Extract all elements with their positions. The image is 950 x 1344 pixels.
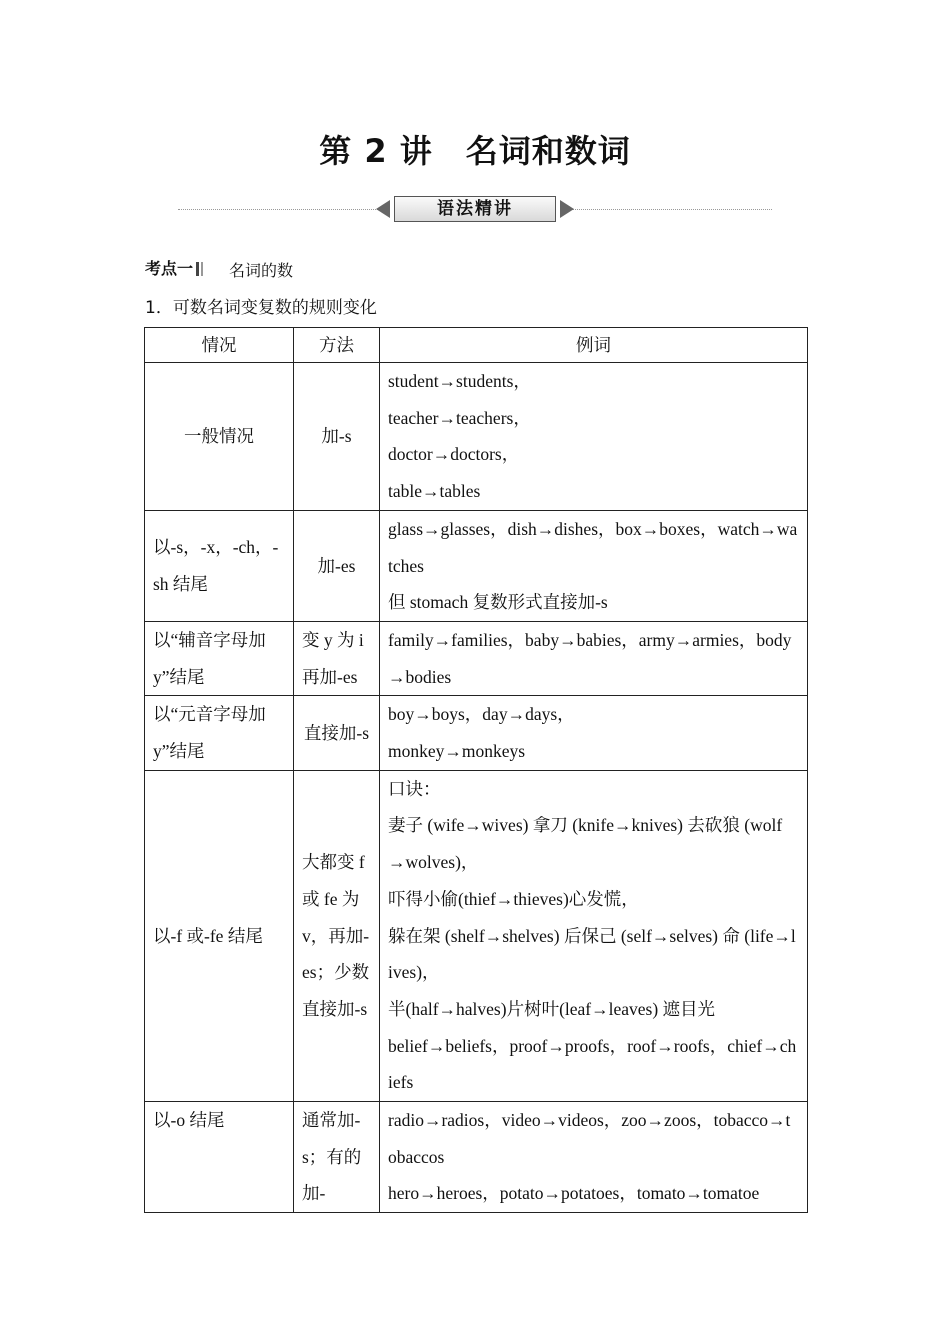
example-line: hero→heroes，potato→potatoes，tomato→tomatoe	[388, 1183, 760, 1204]
row-situation: 以-s，-x，-ch，-sh 结尾	[145, 510, 294, 621]
example-line: 妻子 (wife→wives) 拿刀 (knife→knives) 去砍狼 (wolf→wolves)，	[388, 815, 783, 873]
row-examples	[380, 510, 808, 621]
row-examples	[380, 770, 808, 1101]
example-line: 但 stomach 复数形式直接加-s	[388, 592, 608, 613]
row-method: 直接加-s	[294, 696, 380, 770]
row-examples	[380, 363, 808, 511]
row-method: 大都变 f 或 fe 为 v，再加-es；少数直接加-s	[294, 770, 380, 1101]
table-row	[145, 363, 808, 511]
kaodian-tag: 考点一	[145, 259, 194, 278]
header-situation: 情况	[145, 328, 294, 363]
table-row	[145, 510, 808, 621]
row-situation: 以-o 结尾	[145, 1102, 294, 1213]
example-line: doctor→doctors，	[388, 444, 520, 465]
kaodian-name: 名词的数	[229, 261, 294, 280]
divider-left	[178, 209, 378, 210]
row-examples	[380, 1102, 808, 1213]
bar-marker-icon	[196, 261, 205, 280]
example-line: boy→boys，day→days，	[388, 704, 575, 725]
banner-label: 语法精讲	[394, 196, 556, 222]
row-examples	[380, 621, 808, 695]
divider-right	[572, 209, 772, 210]
example-line: monkey→monkeys	[388, 741, 526, 762]
plural-rules-table	[144, 327, 808, 1213]
example-line: family→families，baby→babies，army→armies，body→bodies	[388, 629, 792, 687]
header-method: 方法	[294, 328, 380, 363]
row-situation: 以-f 或-fe 结尾	[145, 770, 294, 1101]
row-method: 通常加-s；有的加-	[294, 1102, 380, 1213]
row-method: 加-es	[294, 510, 380, 621]
row-method: 变 y 为 i 再加-es	[294, 621, 380, 695]
example-line: student→students，	[388, 371, 531, 391]
row-situation: 一般情况	[145, 363, 294, 511]
example-line: glass→glasses，dish→dishes，box→boxes，watch→watches	[388, 518, 798, 576]
table-row	[145, 696, 808, 770]
row-method: 加-s	[294, 363, 380, 511]
table-row	[145, 1102, 808, 1213]
page-title: 第 2 讲 名词和数词	[319, 132, 631, 170]
section-banner	[376, 196, 574, 222]
example-line: 吓得小偷(thief→thieves)心发慌，	[388, 888, 639, 909]
triangle-left-icon	[376, 200, 390, 218]
header-examples: 例词	[380, 328, 808, 363]
section-heading: 1．可数名词变复数的规则变化	[145, 298, 377, 318]
row-situation: 以“辅音字母加 y”结尾	[145, 621, 294, 695]
table-row	[145, 621, 808, 695]
example-line: belief→beliefs，proof→proofs，roof→roofs，chief→chiefs	[388, 1035, 797, 1093]
example-line: teacher→teachers，	[388, 407, 531, 428]
example-line: 躲在架 (shelf→shelves) 后保己 (self→selves) 命 (life→lives)，	[388, 925, 796, 983]
table-row	[145, 770, 808, 1101]
row-examples	[380, 696, 808, 770]
example-line: table→tables	[388, 481, 481, 502]
triangle-right-icon	[560, 200, 574, 218]
example-line: 半(half→halves)片树叶(leaf→leaves) 遮目光	[388, 998, 716, 1019]
example-line: radio→radios，video→videos，zoo→zoos，tobacco→tobaccos	[388, 1110, 791, 1167]
table-header-row	[145, 328, 808, 363]
kaodian-heading	[145, 256, 294, 280]
row-situation: 以“元音字母加 y”结尾	[145, 696, 294, 770]
example-line: 口诀：	[388, 778, 441, 799]
